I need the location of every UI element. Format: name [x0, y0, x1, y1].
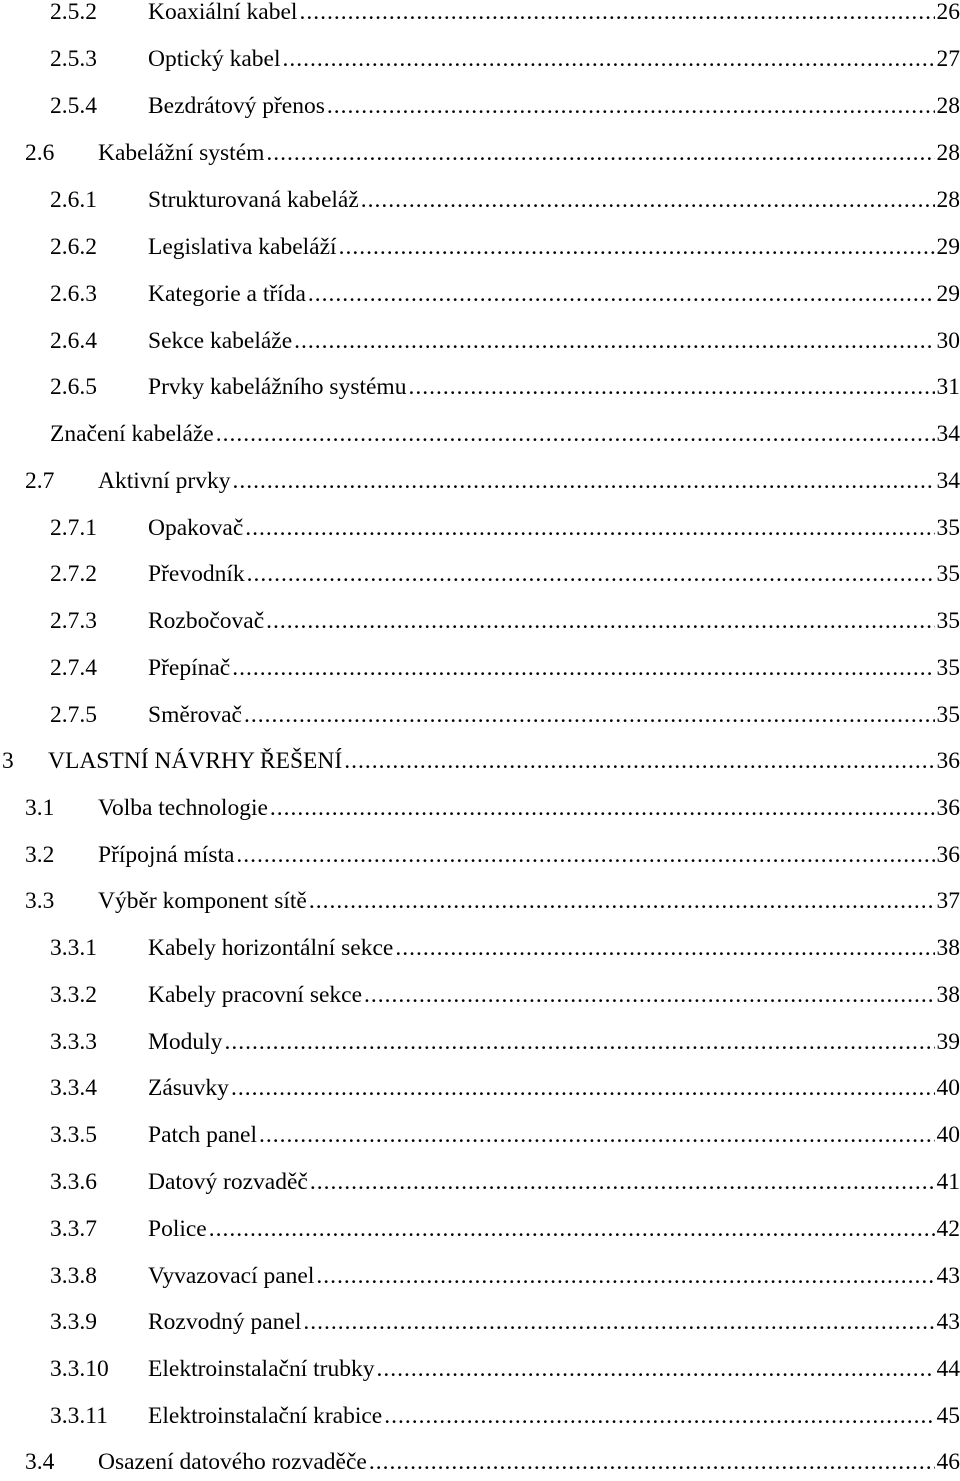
toc-entry-title: Sekce kabeláže [148, 322, 292, 360]
toc-entry-page: 35 [937, 649, 960, 687]
toc-entry-page: 31 [937, 368, 960, 406]
toc-entry-number: 3.3.1 [0, 929, 148, 967]
toc-entry[interactable] [0, 696, 960, 734]
toc-entry-title: Rozvodný panel [148, 1303, 301, 1341]
toc-entry[interactable] [0, 649, 960, 687]
toc-entry[interactable] [0, 555, 960, 593]
toc-entry-number: 2.5.4 [0, 87, 148, 125]
toc-entry-title: Kabely horizontální sekce [148, 929, 393, 967]
toc-entry-number: 2.5.3 [0, 40, 148, 78]
toc-dot-leader [294, 322, 934, 360]
toc-entry-page: 35 [937, 555, 960, 593]
toc-dot-leader [408, 368, 934, 406]
toc-entry[interactable] [0, 836, 960, 874]
toc-entry[interactable] [0, 602, 960, 640]
toc-entry-number: 3.3.7 [0, 1210, 148, 1248]
toc-entry[interactable] [0, 1069, 960, 1107]
toc-entry-number: 3 [0, 742, 48, 780]
toc-dot-leader [266, 602, 934, 640]
toc-entry-number: 2.6.5 [0, 368, 148, 406]
toc-entry-page: 27 [937, 40, 960, 78]
toc-entry[interactable] [0, 789, 960, 827]
toc-entry-title: Optický kabel [148, 40, 280, 78]
toc-entry-page: 40 [937, 1116, 960, 1154]
toc-entry-page: 34 [937, 462, 960, 500]
toc-entry[interactable] [0, 1350, 960, 1388]
toc-entry[interactable] [0, 509, 960, 547]
toc-entry[interactable] [0, 134, 960, 172]
toc-entry-number: 2.7 [0, 462, 98, 500]
toc-entry-title: Opakovač [148, 509, 243, 547]
toc-dot-leader [209, 1210, 935, 1248]
toc-dot-leader [224, 1023, 934, 1061]
toc-entry-title: Strukturovaná kabeláž [148, 181, 359, 219]
toc-entry-page: 36 [937, 789, 960, 827]
toc-entry[interactable] [0, 1303, 960, 1341]
toc-entry-page: 28 [937, 87, 960, 125]
toc-entry-number: 3.3.10 [0, 1350, 148, 1388]
toc-entry-title: Zásuvky [148, 1069, 229, 1107]
toc-dot-leader [364, 976, 934, 1014]
toc-entry-page: 30 [937, 322, 960, 360]
toc-entry-page: 46 [937, 1443, 960, 1481]
toc-entry-title: Koaxiální kabel [148, 0, 297, 31]
toc-entry-page: 38 [937, 976, 960, 1014]
toc-entry-page: 37 [937, 882, 960, 920]
toc-entry-number: 2.6 [0, 134, 98, 172]
toc-entry-title: Směrovač [148, 696, 242, 734]
toc-entry-page: 35 [937, 602, 960, 640]
toc-entry[interactable] [0, 87, 960, 125]
toc-entry-page: 28 [937, 181, 960, 219]
toc-dot-leader [376, 1350, 934, 1388]
toc-dot-leader [299, 0, 934, 31]
toc-dot-leader [282, 40, 934, 78]
toc-entry[interactable] [0, 1397, 960, 1435]
toc-entry-number: 3.3.5 [0, 1116, 148, 1154]
toc-entry[interactable] [0, 415, 960, 453]
toc-entry-title: Přepínač [148, 649, 230, 687]
toc-entry-title: Kabely pracovní sekce [148, 976, 362, 1014]
toc-entry[interactable] [0, 40, 960, 78]
toc-entry-title: Aktivní prvky [98, 462, 231, 500]
toc-dot-leader [303, 1303, 934, 1341]
toc-entry[interactable] [0, 742, 960, 780]
toc-entry-page: 44 [937, 1350, 960, 1388]
toc-entry-title: Elektroinstalační trubky [148, 1350, 374, 1388]
toc-dot-leader [216, 415, 935, 453]
toc-entry-page: 43 [937, 1303, 960, 1341]
toc-dot-leader [244, 696, 935, 734]
toc-entry-page: 26 [937, 0, 960, 31]
toc-dot-leader [316, 1257, 934, 1295]
toc-entry-title: Rozbočovač [148, 602, 264, 640]
toc-dot-leader [369, 1443, 935, 1481]
toc-entry-number: 2.7.5 [0, 696, 148, 734]
toc-entry[interactable] [0, 0, 960, 31]
toc-entry-title: Patch panel [148, 1116, 257, 1154]
toc-entry-number: 2.7.3 [0, 602, 148, 640]
toc-entry[interactable] [0, 368, 960, 406]
toc-entry-page: 40 [937, 1069, 960, 1107]
toc-entry-page: 35 [937, 509, 960, 547]
toc-entry-number: 2.6.4 [0, 322, 148, 360]
toc-dot-leader [308, 275, 935, 313]
toc-entry-number: 2.5.2 [0, 0, 148, 31]
toc-dot-leader [339, 228, 935, 266]
toc-dot-leader [233, 462, 935, 500]
toc-entry-number: 2.7.4 [0, 649, 148, 687]
toc-dot-leader [395, 929, 934, 967]
toc-entry-number: 3.3.3 [0, 1023, 148, 1061]
toc-entry-title: Převodník [148, 555, 245, 593]
toc-dot-leader [327, 87, 935, 125]
toc-entry[interactable] [0, 275, 960, 313]
toc-dot-leader [309, 882, 935, 920]
toc-entry[interactable] [0, 1116, 960, 1154]
toc-entry[interactable] [0, 882, 960, 920]
toc-dot-leader [310, 1163, 935, 1201]
toc-entry-number: 2.6.2 [0, 228, 148, 266]
toc-entry-page: 36 [937, 836, 960, 874]
toc-dot-leader [245, 509, 934, 547]
toc-entry-number: 3.2 [0, 836, 98, 874]
toc-entry-title: Kabelážní systém [98, 134, 264, 172]
toc-entry-page: 29 [937, 228, 960, 266]
toc-entry-page: 34 [937, 415, 960, 453]
toc-entry[interactable] [0, 1023, 960, 1061]
toc-entry-page: 42 [937, 1210, 960, 1248]
toc-entry-page: 39 [937, 1023, 960, 1061]
toc-entry[interactable] [0, 929, 960, 967]
toc-entry[interactable] [0, 228, 960, 266]
toc-entry-title: Značení kabeláže [50, 415, 214, 453]
toc-entry-title: Osazení datového rozvaděče [98, 1443, 367, 1481]
toc-entry-title: Prvky kabelážního systému [148, 368, 406, 406]
toc-entry-page: 43 [937, 1257, 960, 1295]
toc-entry-title: Přípojná místa [98, 836, 234, 874]
toc-entry-page: 29 [937, 275, 960, 313]
toc-dot-leader [247, 555, 935, 593]
toc-dot-leader [266, 134, 934, 172]
toc-entry-title: Bezdrátový přenos [148, 87, 325, 125]
toc-entry-number: 3.3.8 [0, 1257, 148, 1295]
toc-entry-page: 35 [937, 696, 960, 734]
toc-entry-page: 41 [937, 1163, 960, 1201]
toc-entry[interactable] [0, 1443, 960, 1481]
toc-entry-title: Datový rozvaděč [148, 1163, 308, 1201]
toc-entry-number: 2.6.3 [0, 275, 148, 313]
toc-entry-title: Police [148, 1210, 207, 1248]
toc-entry-number: 3.1 [0, 789, 98, 827]
toc-entry-page: 28 [937, 134, 960, 172]
toc-dot-leader [232, 649, 934, 687]
toc-entry-title: Vyvazovací panel [148, 1257, 314, 1295]
toc-dot-leader [270, 789, 935, 827]
toc-dot-leader [361, 181, 935, 219]
toc-entry[interactable] [0, 1210, 960, 1248]
toc-dot-leader [259, 1116, 935, 1154]
toc-entry-number: 3.3.9 [0, 1303, 148, 1341]
toc-entry[interactable] [0, 181, 960, 219]
toc-entry-number: 3.3 [0, 882, 98, 920]
toc-entry-number: 3.3.2 [0, 976, 148, 1014]
toc-entry[interactable] [0, 976, 960, 1014]
toc-entry-number: 3.3.11 [0, 1397, 148, 1435]
toc-dot-leader [344, 742, 934, 780]
toc-entry[interactable] [0, 1257, 960, 1295]
toc-entry-title: Výběr komponent sítě [98, 882, 307, 920]
toc-entry-page: 45 [937, 1397, 960, 1435]
toc-entry-title: VLASTNÍ NÁVRHY ŘEŠENÍ [48, 742, 342, 780]
toc-entry[interactable] [0, 1163, 960, 1201]
toc-dot-leader [231, 1069, 935, 1107]
toc-entry-title: Kategorie a třída [148, 275, 306, 313]
toc-entry-title: Moduly [148, 1023, 222, 1061]
toc-entry-number: 2.7.2 [0, 555, 148, 593]
toc-entry-number: 3.3.6 [0, 1163, 148, 1201]
toc-entry-number: 3.3.4 [0, 1069, 148, 1107]
toc-dot-leader [236, 836, 934, 874]
toc-entry-title: Volba technologie [98, 789, 268, 827]
toc-entry-title: Legislativa kabeláží [148, 228, 337, 266]
toc-entry-number: 2.7.1 [0, 509, 148, 547]
toc-entry-page: 36 [937, 742, 960, 780]
toc-entry[interactable] [0, 462, 960, 500]
toc-entry-page: 38 [937, 929, 960, 967]
toc-dot-leader [384, 1397, 934, 1435]
toc-entry[interactable] [0, 322, 960, 360]
toc-entry-number: 3.4 [0, 1443, 98, 1481]
toc-entry-title: Elektroinstalační krabice [148, 1397, 382, 1435]
toc-entry-number: 2.6.1 [0, 181, 148, 219]
